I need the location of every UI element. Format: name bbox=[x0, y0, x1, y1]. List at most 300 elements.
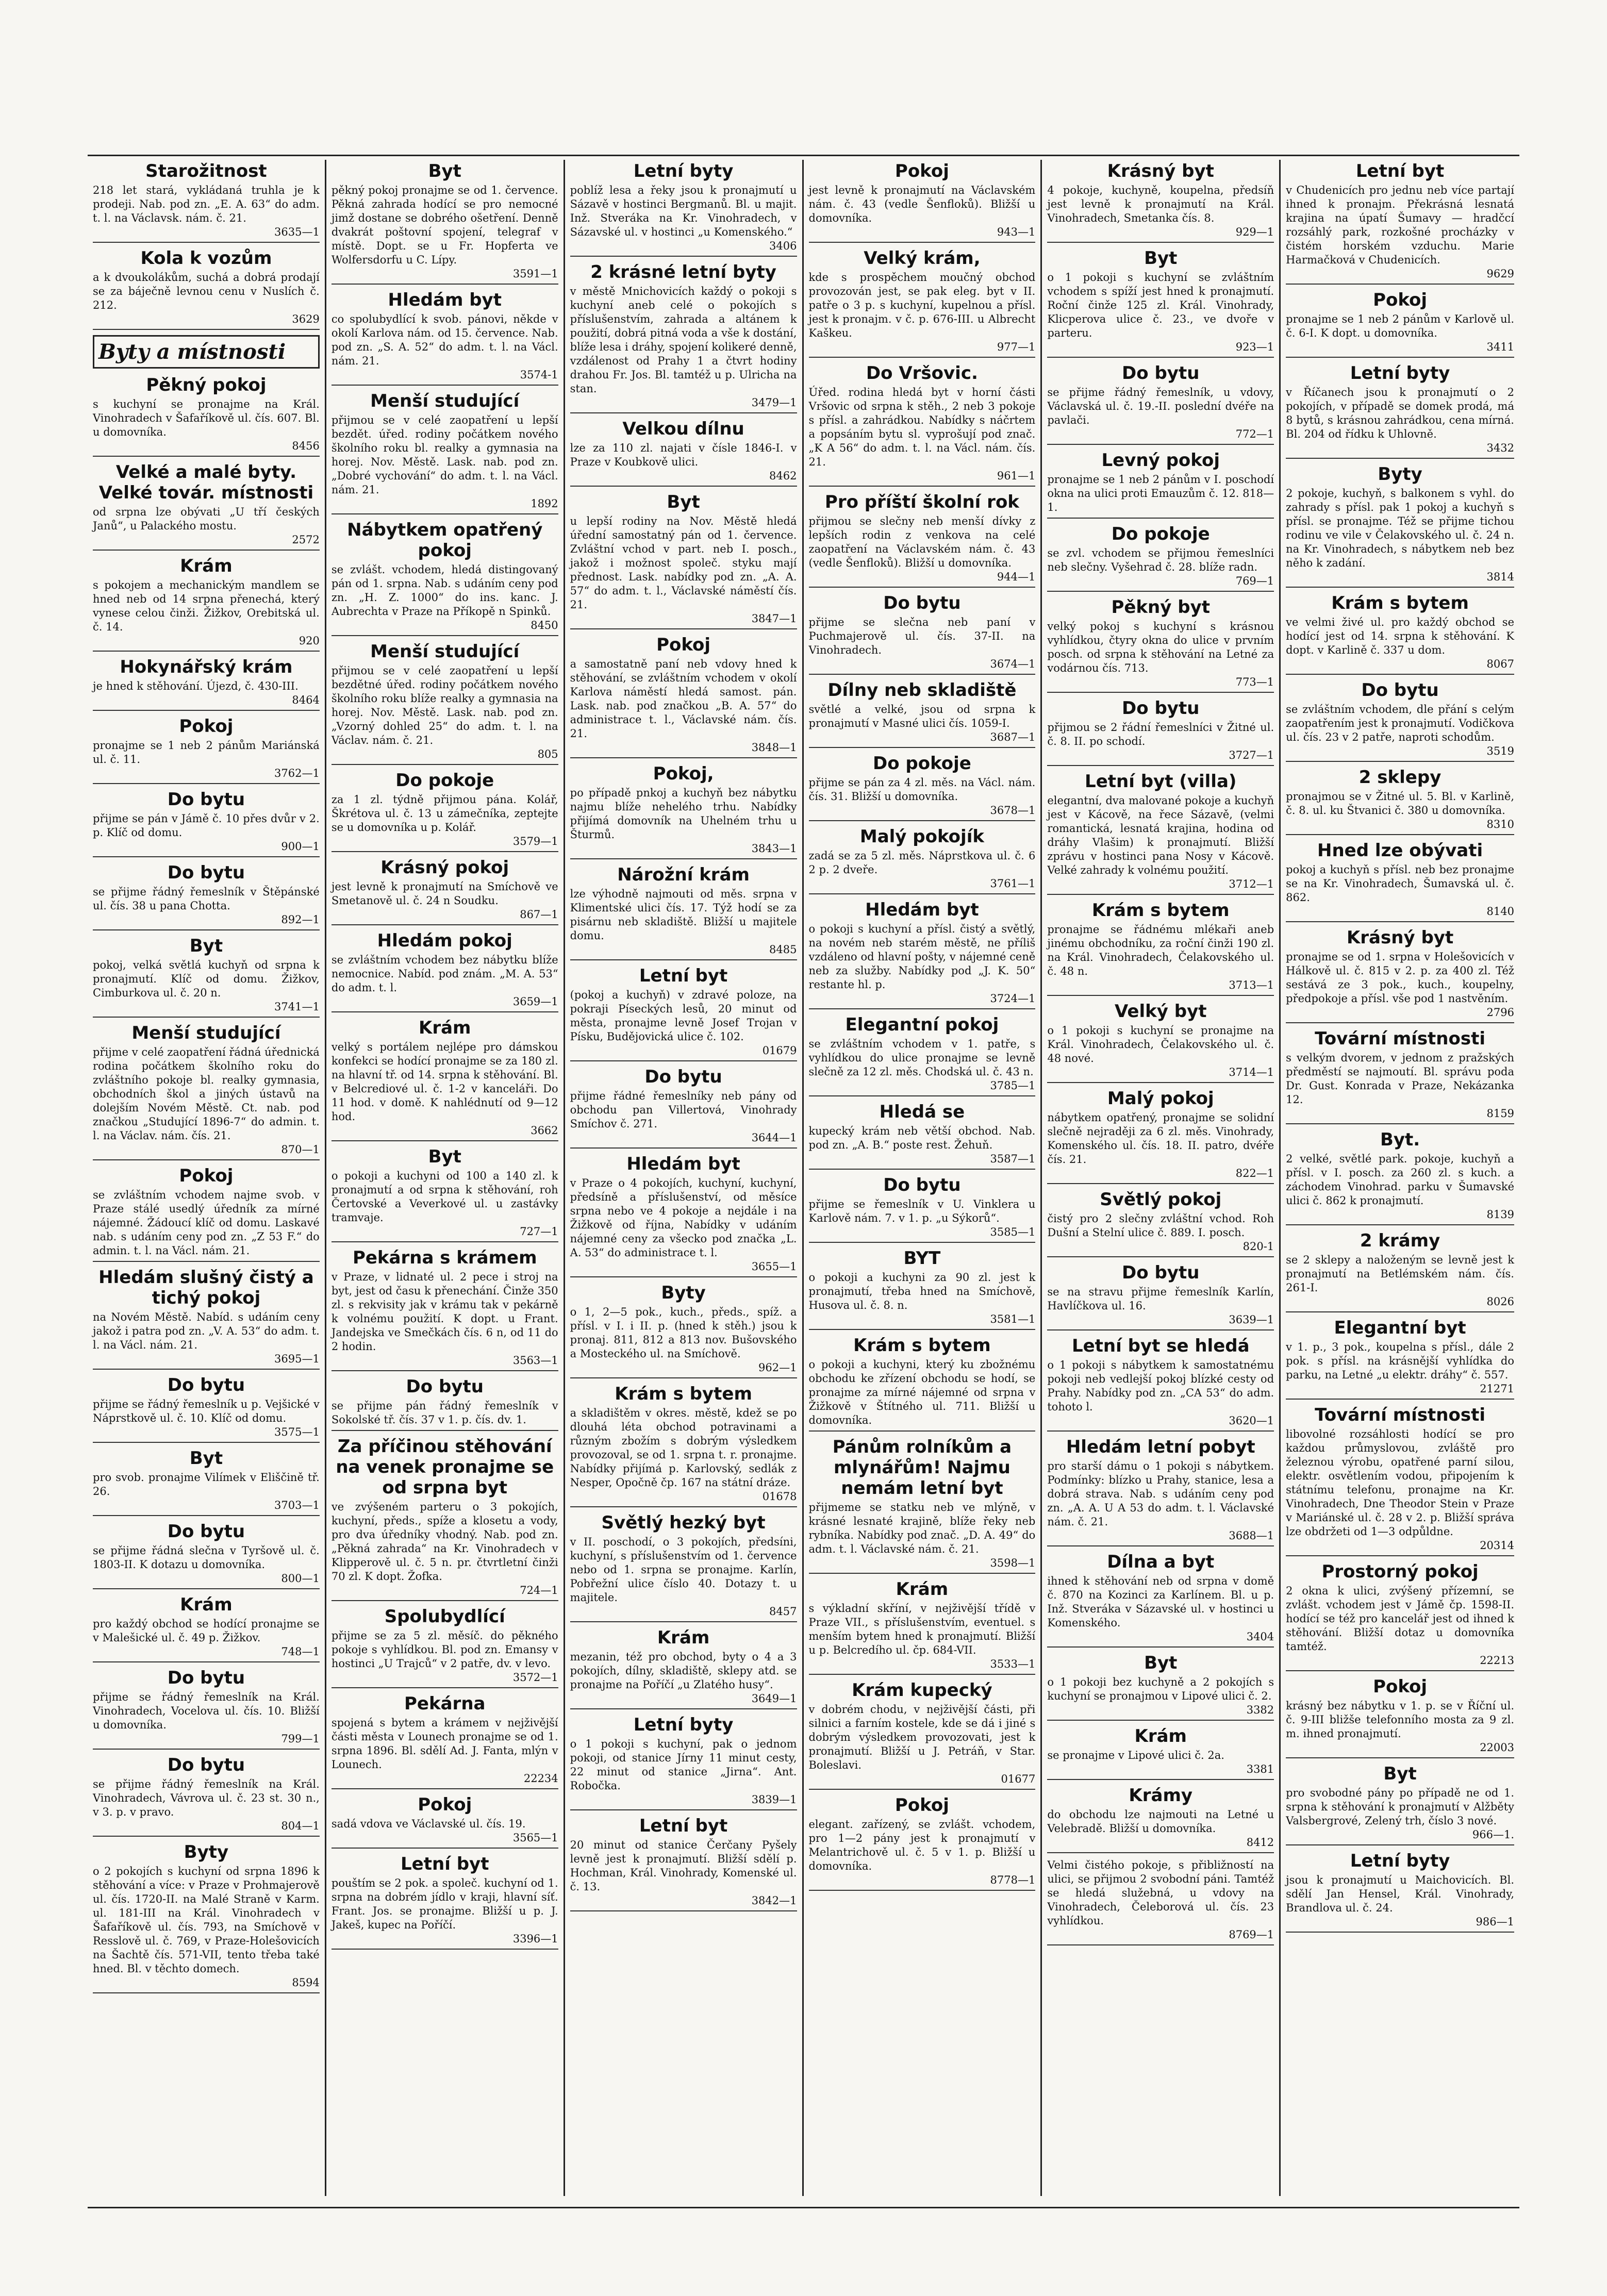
ad-heading: Velký krám, bbox=[864, 248, 981, 269]
ad-code: 961—1 bbox=[997, 470, 1036, 482]
classified-ad bbox=[570, 864, 797, 960]
ad-code: 772—1 bbox=[1235, 428, 1274, 440]
classified-ad bbox=[93, 862, 320, 930]
ad-text: u lepší rodiny na Nov. Městě hledá úřední samostatný pán od 1. července. Zvláštní vchod v part. neb I. posch., jakož i možnost společ. styku mají přednost. Lask. nabídky pod zn. „A. A. 57“ do adm. t. l., Václavské náměstí čís. 21. bbox=[570, 515, 797, 611]
ad-code: 8457 bbox=[769, 1605, 797, 1618]
ad-heading: Pánům rolníkům a mlynářům! Najmu nemám letní byt bbox=[832, 1437, 1012, 1499]
ad-heading: Do bytu bbox=[167, 789, 245, 810]
ad-text: kde s prospěchem moučný obchod provozován jest, se pak eleg. byt v II. patře o 3 p. s kuchyní, kupelnou a přísl. jest k pronajm. v č. p. 676-III. u Albrecht Kaškeu. bbox=[808, 271, 1036, 339]
ad-text: v Říčanech jsou k pronajmutí o 2 pokojích, v případě se domek prodá, má 8 bytů, s krásnou zahrádkou, cena mírná. Bl. 204 od řídku k Uhlovně. bbox=[1286, 386, 1514, 440]
ad-heading: Letní byt bbox=[639, 1816, 728, 1836]
ad-heading: Hledám byt bbox=[626, 1154, 740, 1174]
ad-heading: Letní byty bbox=[1350, 1851, 1450, 1871]
ad-text: o 1, 2—5 pok., kuch., předs., spíž. a přísl. v I. i II. p. (hned k stěh.) jsou k pronaj. 811, 812 a 813 nov. Bušovského a Mosteckého ul. na Smíchově. bbox=[570, 1306, 797, 1360]
ad-heading: Velké a malé byty. Velké továr. místnosti bbox=[98, 462, 314, 503]
ad-text: 20 minut od stanice Čerčany Pyšely levně jest k pronajmutí. Bližší sdělí p. Hochman, Král. Vinohrady, Komenské ul. č. 13. bbox=[570, 1839, 797, 1893]
ad-code: 3678—1 bbox=[990, 804, 1036, 817]
ad-code: 3727—1 bbox=[1229, 749, 1274, 761]
ad-code: 3581—1 bbox=[990, 1313, 1036, 1325]
ad-text: sadá vdova ve Václavské ul. čís. 19. bbox=[331, 1818, 526, 1830]
classified-ad bbox=[93, 375, 320, 457]
ad-heading: Hledám letní pobyt bbox=[1066, 1437, 1255, 1457]
ad-code: 3620—1 bbox=[1229, 1415, 1274, 1427]
classified-ad bbox=[332, 1794, 558, 1849]
classified-ad bbox=[93, 716, 320, 784]
classified-ad bbox=[1286, 464, 1514, 588]
ad-heading: Spolubydlící bbox=[384, 1606, 505, 1627]
ad-code: 3572—1 bbox=[512, 1671, 558, 1684]
ad-code: 8159 bbox=[1486, 1107, 1514, 1120]
ad-text: mezanin, též pro obchod, byty o 4 a 3 pokojích, dílny, skladiště, sklepy atd. se pronajme na Poříčí „u Zlatého husy“. bbox=[570, 1651, 797, 1691]
ad-code: 3585—1 bbox=[990, 1226, 1036, 1238]
ad-text: se zvláštním vchodem bez nábytku blíže nemocnice. Nabíd. pod znám. „M. A. 53“ do adm. t. l. bbox=[331, 954, 558, 994]
ad-text: pronajme se 1 neb 2 pánům Mariánská ul. č. 11. bbox=[93, 739, 320, 766]
ad-heading: Letní byt se hledá bbox=[1071, 1336, 1250, 1356]
ad-code: 8412 bbox=[1246, 1836, 1274, 1849]
ad-heading: Pokoj bbox=[894, 161, 949, 181]
classified-ad bbox=[1047, 698, 1274, 766]
ad-heading: Prostorný pokoj bbox=[1321, 1561, 1479, 1582]
ad-heading: Nábytkem opatřený pokoj bbox=[347, 520, 543, 561]
ad-code: 773—1 bbox=[1235, 676, 1274, 688]
classified-ad bbox=[332, 1376, 558, 1431]
ad-text: o pokoji s kuchyní a přísl. čistý a světlý, na novém neb starém městě, ne příliš vzdáleno od hlavní pošty, v nájemné ceně neb za služby. Nabídky pod „J. K. 50“ restante hl. p. bbox=[808, 923, 1036, 991]
classified-ad bbox=[93, 1521, 320, 1589]
ad-code: 3598—1 bbox=[990, 1557, 1036, 1569]
ad-text: kupecký krám neb větší obchod. Nab. pod zn. „A. B.“ poste rest. Žehuň. bbox=[808, 1125, 1036, 1151]
classified-ad bbox=[1286, 1405, 1514, 1556]
ad-heading: Elegantní byt bbox=[1334, 1318, 1466, 1338]
ad-heading: Letní byt (villa) bbox=[1085, 771, 1237, 792]
column-3 bbox=[565, 160, 804, 2196]
classified-ad bbox=[1286, 1561, 1514, 1671]
column-2 bbox=[326, 160, 565, 2196]
ad-heading: Byt bbox=[428, 161, 461, 181]
classified-ad bbox=[570, 1715, 797, 1810]
classified-ad bbox=[570, 763, 797, 859]
ad-code: 22213 bbox=[1480, 1654, 1514, 1667]
classified-ad bbox=[1047, 1785, 1274, 1853]
ad-heading: Dílna a byt bbox=[1107, 1552, 1215, 1572]
classified-ad bbox=[1047, 1437, 1274, 1546]
classified-ad bbox=[1047, 1653, 1274, 1721]
ad-text: ihned k stěhování neb od srpna v domě č. 870 na Kozinci za Karlínem. Bl. u p. Inž. Stveráka v Sázavské ul. v hostinci u Komenského. bbox=[1047, 1575, 1274, 1629]
ad-text: velký s portálem nejlépe pro dámskou konfekci se hodící pronajme se za 180 zl. na hlavní tř. od 14. srpna k stěhování. Bl. v Belcrediové ul. č. 1-2 v kanceláři. Do 11 hod. v domě. K nahlédnutí od 9—12 hod. bbox=[331, 1041, 558, 1123]
ad-heading: Krásný byt bbox=[1346, 927, 1454, 948]
ad-text: do obchodu lze najmouti na Letné u Velebradě. Bližší u domovníka. bbox=[1047, 1808, 1274, 1835]
ad-text: 2 okna k ulici, zvýšený přízemní, se zvlášt. vchodem jest v Jámě čp. 1598-II. hodící se též pro kancelář jest od ihned k stěhování. Bližší dotaz u domovníka tamtéž. bbox=[1286, 1585, 1514, 1653]
ad-text: Úřed. rodina hledá byt v horní části Vršovic od srpna k stěh., 2 neb 3 pokoje s přísl. a zahrádkou. Nabídky s náčrtem a popsáním bytu sl. vyprošují pod znač. „K A 56“ do adm. t. l. na Václ. nám. čís. 21. bbox=[808, 386, 1036, 468]
ad-heading: Krám kupecký bbox=[852, 1680, 992, 1701]
ad-code: 3519 bbox=[1486, 745, 1514, 757]
ad-text: se přijme řádný řemeslník v Štěpánské ul. čís. 38 u pana Chotta. bbox=[93, 886, 320, 912]
ad-heading: Letní byty bbox=[1350, 363, 1450, 384]
ad-text: pro svobodné pány po případě ne od 1. srpna k stěhování k pronajmutí v Alžběty Valsbergrové, Zelený trh, číslo 3 nové. bbox=[1286, 1787, 1514, 1827]
ad-text: s pokojem a mechanickým mandlem se hned neb od 14 srpna přenechá, který vynese celou činži. Žižkov, Orebitská ul. č. 14. bbox=[93, 579, 320, 633]
ad-heading: Menší studující bbox=[370, 641, 520, 662]
ad-heading: Pokoj bbox=[1373, 1676, 1428, 1697]
ad-code: 8450 bbox=[531, 619, 558, 631]
classified-ad bbox=[1047, 363, 1274, 445]
ad-heading: Pěkný pokoj bbox=[146, 375, 267, 395]
ad-code: 3662 bbox=[531, 1124, 558, 1137]
ad-text: ve velmi živé ul. pro každý obchod se hodící jest od 14. srpna k stěhování. K dopt. v Karlině č. 337 u dom. bbox=[1286, 616, 1514, 656]
ad-text: co spolubydlící k svob. pánovi, někde v okolí Karlova nám. od 15. července. Nab. pod zn. „S. A. 52“ do adm. t. l. na Václ. nám. 21. bbox=[331, 313, 558, 367]
ad-text: pro každý obchod se hodící pronajme se v Malešické ul. č. 49 p. Žižkov. bbox=[93, 1618, 320, 1644]
classified-ad bbox=[809, 161, 1036, 243]
ad-heading: Do pokoje bbox=[872, 753, 971, 774]
classified-ad bbox=[1286, 1129, 1514, 1225]
classified-ad bbox=[809, 753, 1036, 821]
classified-ad bbox=[332, 930, 558, 1012]
ad-text: 2 velké, světlé park. pokoje, kuchyň a přísl. v I. posch. za 260 zl. s kuch. a záchodem Vinohrad. parku v Šumavské ulici č. 862 k pronajmutí. bbox=[1286, 1153, 1514, 1207]
classified-ad bbox=[332, 770, 558, 852]
classified-ad bbox=[809, 1175, 1036, 1243]
ad-text: světlé a velké, jsou od srpna k pronajmutí v Masné ulici čís. 1059-I. bbox=[808, 703, 1036, 729]
ad-text: 2 pokoje, kuchyň, s balkonem s vyhl. do zahrady s přísl. pak 1 pokoj a kuchyň s přísl. se pronajme. Též se přijme tichou rodinu ve vile v Čelakovského ul. č. 24 n. na Kr. Vinohradech, s nábytkem neb bez něho k zadání. bbox=[1286, 487, 1514, 569]
ad-text: přijme řádné řemeslníky neb pány od obchodu pan Villertová, Vinohrady Smíchov č. 271. bbox=[570, 1090, 797, 1130]
ad-text: elegantní, dva malované pokoje a kuchyň jest v Kácově, na řece Sázavě, (velmi romantická, lesnatá krajina, hodina od dráhy Vlašim) k pronajmutí. Bližší zprávu v hostinci pana Nosy v Kácově. Velké zahrady k volnému použití. bbox=[1047, 794, 1274, 876]
ad-heading: Světlý pokoj bbox=[1100, 1189, 1222, 1210]
ad-code: 3674—1 bbox=[990, 658, 1036, 670]
ad-heading: Malý pokoj bbox=[1107, 1088, 1214, 1109]
classified-ad bbox=[570, 1512, 797, 1622]
ad-code: 799—1 bbox=[281, 1733, 320, 1745]
classified-ad bbox=[1286, 593, 1514, 675]
ad-text: jest levně k pronajmutí na Smíchově ve Smetanově ul. č. 24 n Soudku. bbox=[331, 880, 558, 907]
classified-ad bbox=[332, 520, 558, 636]
classified-ad bbox=[570, 161, 797, 257]
classified-ad bbox=[332, 1247, 558, 1371]
ad-text: pronajme se 1 neb 2 pánům v Karlově ul. č. 6-I. K dopt. u domovníka. bbox=[1286, 313, 1514, 339]
classified-ad bbox=[93, 1594, 320, 1662]
classified-ad bbox=[570, 1154, 797, 1277]
ad-heading: BYT bbox=[903, 1248, 941, 1269]
ad-text: v Chudenicích pro jednu neb více partají ihned k pronajm. Překrásná lesnatá krajina na úpatí Šumavy — hradčcí rozsáhlý park, rozkošné procházky v čistém horském vzduchu. Marie Harmačková v Chudenicích. bbox=[1286, 184, 1514, 266]
ad-heading: Hledám byt bbox=[865, 900, 979, 920]
ad-code: 804—1 bbox=[281, 1820, 320, 1832]
classified-ad bbox=[93, 1375, 320, 1443]
ad-code: 1892 bbox=[531, 497, 558, 510]
ad-heading: Hledá se bbox=[879, 1102, 965, 1122]
ad-code: 2572 bbox=[292, 534, 320, 546]
ad-heading: Malý pokojík bbox=[859, 826, 984, 847]
ad-text: pokoj, velká světlá kuchyň od srpna k pronajmutí. Klíč od domu. Žižkov, Cimburkova ul. č. 20 n. bbox=[93, 959, 320, 999]
ad-heading: Do bytu bbox=[883, 1175, 961, 1195]
ad-heading: Byt bbox=[428, 1146, 461, 1167]
classified-ad bbox=[332, 1606, 558, 1688]
classified-ad bbox=[809, 1248, 1036, 1330]
ad-code: 3574-1 bbox=[520, 369, 558, 381]
ad-heading: Krám bbox=[1134, 1726, 1187, 1746]
classified-ad bbox=[332, 857, 558, 925]
ad-heading: Do bytu bbox=[1122, 363, 1200, 384]
ad-heading: Do bytu bbox=[406, 1376, 484, 1397]
classified-ad bbox=[809, 1437, 1036, 1574]
classified-ad bbox=[93, 657, 320, 711]
ad-text: jsou k pronajmutí u Maichovicích. Bl. sdělí Jan Hensel, Král. Vinohrady, Brandlova ul. č. 24. bbox=[1286, 1874, 1514, 1914]
column-1 bbox=[88, 160, 326, 2196]
ad-heading: Dílny neb skladiště bbox=[827, 680, 1017, 701]
ad-text: o 1 pokoji s kuchyní se pronajme na Král. Vinohradech, Čelakovského ul. č. 48 nové. bbox=[1047, 1024, 1274, 1064]
ad-code: 3396—1 bbox=[512, 1933, 558, 1945]
ad-text: se přijme řádný řemeslník, u vdovy, Václavská ul. č. 19.-II. poslední dvéře na pavlači. bbox=[1047, 386, 1274, 426]
classified-ad bbox=[809, 492, 1036, 588]
ad-code: 769—1 bbox=[1235, 575, 1274, 587]
ad-code: 3688—1 bbox=[1229, 1529, 1274, 1542]
classified-ad bbox=[1286, 840, 1514, 922]
ad-code: 3703—1 bbox=[274, 1499, 320, 1511]
ad-text: (pokoj a kuchyň) v zdravé poloze, na pokraji Píseckých lesů, 20 minut od města, pronajme levně Josef Trojan v Písku, Budějovická ulice č. 102. bbox=[570, 989, 797, 1043]
ad-text: přijmou se v celé zaopatření u lepší bezdět. úřed. rodiny počátkem nového školního roku bl. realky a gymnasia na horej. Nov. Městě. Lask. nab. pod zn. „Dobré vychování“ do adm. t. l. na Václ. nám. 21. bbox=[331, 414, 558, 496]
ad-code: 867—1 bbox=[520, 908, 558, 921]
ad-heading: Byt bbox=[1144, 1653, 1178, 1673]
ad-text: o pokoji a kuchyni, který ku zbožnému obchodu ke zřízení obchodu se hodí, se pronajme za mírné nájemné od srpna v Žižkově v Štítného ul. 711. Bližší u domovníka. bbox=[808, 1358, 1036, 1426]
ad-code: 3382 bbox=[1246, 1704, 1274, 1716]
ad-text: pro starší dámu o 1 pokoji s nábytkem. Podmínky: blízko u Prahy, stanice, lesa a dobrá strava. Nab. s udáním ceny pod zn. „A. A. U A 53 do adm. t. l. Václavské nám. č. 21. bbox=[1047, 1460, 1274, 1528]
ad-heading: Do bytu bbox=[167, 1375, 245, 1395]
classified-ad bbox=[570, 492, 797, 629]
classified-ad bbox=[93, 1023, 320, 1160]
classified-ad bbox=[809, 1102, 1036, 1170]
classified-ad bbox=[570, 419, 797, 487]
ad-code: 01677 bbox=[1001, 1773, 1036, 1785]
ad-code: 820-1 bbox=[1242, 1240, 1274, 1253]
ad-code: 01678 bbox=[762, 1490, 797, 1503]
ad-text: Velmi čistého pokoje, s přibližností na ulici, se přijmou 2 svobodní páni. Tamtéž se hledá služebná, u vdovy na Vinohradech, Čeleborová ul. čís. 23 vyhlídkou. bbox=[1047, 1859, 1274, 1927]
classified-ad bbox=[93, 1755, 320, 1837]
ad-code: 3655—1 bbox=[751, 1260, 797, 1273]
classified-ad bbox=[809, 593, 1036, 675]
ad-code: 870—1 bbox=[281, 1143, 320, 1156]
ad-heading: Byty bbox=[1378, 464, 1422, 485]
ad-heading: Pěkný byt bbox=[1111, 597, 1211, 618]
ad-heading: Byt bbox=[189, 1448, 223, 1469]
ad-text: v Praze, v lidnaté ul. 2 pece i stroj na byt, jest od času k přenechání. Činže 350 zl. s rekvisity jak v krámu tak v pekárně k volnému použití. K dopt. u Frant. Jandejska ve Smečkách čís. 6 n, od 11 do 2 hodin. bbox=[331, 1271, 558, 1353]
ad-text: o 1 pokoji s nábytkem k samostatnému pokoji neb vedlejší pokoj blízké cesty od Prahy. Nabídky pod zn. „CA 53“ do adm. tohoto l. bbox=[1047, 1359, 1274, 1413]
ad-code: 966—1. bbox=[1472, 1828, 1514, 1841]
ad-heading: Letní byt bbox=[401, 1854, 489, 1874]
ad-code: 8139 bbox=[1486, 1208, 1514, 1221]
ad-text: přijme se pán za 4 zl. měs. na Václ. nám. čís. 31. Bližší u domovníka. bbox=[808, 776, 1036, 803]
ad-text: se zvláštním vchodem v 1. patře, s vyhlídkou do ulice pronajme se levně slečně za 12 zl. měs. Chodská ul. č. 43 n. bbox=[808, 1038, 1036, 1078]
ad-text: pokoj a kuchyň s přísl. neb bez pronajme se na Kr. Vinohradech, Šumavská ul. č. 862. bbox=[1286, 863, 1514, 904]
ad-heading: Do bytu bbox=[167, 1668, 245, 1688]
ad-text: se zvlášt. vchodem, hledá distingovaný pán od 1. srpna. Nab. s udáním ceny pod zn. „H. Z. 1000“ do ins. kanc. J. Aubrechta v Praze na Příkopě n Spinků. bbox=[331, 563, 558, 618]
ad-heading: 2 sklepy bbox=[1359, 767, 1442, 788]
classified-ad bbox=[93, 161, 320, 243]
ad-heading: Do bytu bbox=[167, 862, 245, 883]
classified-ad bbox=[809, 1680, 1036, 1790]
ad-text: o pokoji a kuchyni za 90 zl. jest k pronajmutí, třeba hned na Smíchově, Husova ul. č. 8. n. bbox=[808, 1271, 1036, 1311]
ad-code: 3404 bbox=[1246, 1631, 1274, 1643]
ad-code: 944—1 bbox=[997, 571, 1036, 583]
classified-ad bbox=[809, 1335, 1036, 1432]
ad-text: přijme v celé zaopatření řádná úřednická rodina počátkem školního roku do zvláštního pokoje bl. realky gymnasia, obchodních škol a jiných ústavů na dolejším Novém Městě. Ct. nab. pod značkou „Studující 1896-7“ do admin. t. l. na Václav. nám. čís. 21. bbox=[93, 1046, 320, 1142]
classified-ad bbox=[1047, 1552, 1274, 1648]
ad-heading: Krám bbox=[180, 1594, 233, 1615]
ad-heading: Letní byty bbox=[633, 1715, 734, 1735]
ad-text: ve zvýšeném parteru o 3 pokojích, kuchyní, předs., spíže a klosetu a vody, pro dva úředníky vhodný. Nab. pod zn. „Pěkná zahrada“ na Kr. Vinohradech v Klipperově ul. č. 5 n. pr. čtvrtletní činži 70 zl. K dopt. Žofka. bbox=[331, 1501, 558, 1583]
classified-ad bbox=[570, 1384, 797, 1507]
ad-heading: Do pokoje bbox=[1111, 524, 1210, 544]
ad-code: 3565—1 bbox=[512, 1832, 558, 1844]
classified-ad bbox=[1286, 290, 1514, 358]
ad-heading: Letní byt bbox=[639, 966, 728, 986]
ad-code: 8067 bbox=[1486, 658, 1514, 670]
ad-code: 727—1 bbox=[520, 1225, 558, 1238]
ad-text: za 1 zl. týdně přijmou pána. Kolář, Škrétova ul. č. 13 u zámečníka, zeptejte se u domovníka u p. Kolář. bbox=[331, 793, 558, 834]
ad-heading: Do bytu bbox=[167, 1521, 245, 1542]
ad-code: 22234 bbox=[523, 1772, 558, 1785]
classified-ad bbox=[93, 789, 320, 857]
ad-code: 3575—1 bbox=[274, 1426, 320, 1438]
classified-ad bbox=[332, 641, 558, 765]
ad-text: přijmou se v celé zaopatření u lepší bezdětné úřed. rodiny počátkem nového školního roku blíže realky a gymnasia na horej. Nov. Městě. Lask. nab. pod zn. „Vzorný dohled 25“ do adm. t. l. na Václav. nám. č. 21. bbox=[331, 664, 558, 746]
ad-heading: Krám bbox=[657, 1627, 710, 1648]
ad-text: velký pokoj s kuchyní s krásnou vyhlídkou, čtyry okna do ulice v prvním posch. od srpna k stěhování na Letné za vodárnou čís. 713. bbox=[1047, 620, 1274, 674]
ad-text: přijme se slečna neb paní v Puchmajerově ul. čís. 37-II. na Vinohradech. bbox=[808, 616, 1036, 656]
ad-code: 943—1 bbox=[997, 226, 1036, 238]
ad-code: 8026 bbox=[1486, 1295, 1514, 1308]
ad-code: 3563—1 bbox=[512, 1354, 558, 1367]
classified-ad bbox=[332, 1146, 558, 1242]
ad-code: 8462 bbox=[769, 470, 797, 482]
ad-code: 923—1 bbox=[1235, 341, 1274, 353]
ad-heading: Letní byt bbox=[1355, 161, 1445, 181]
classified-ad bbox=[809, 826, 1036, 894]
ad-code: 22003 bbox=[1480, 1741, 1514, 1754]
ad-text: se přijme pán řádný řemeslník v Sokolské tř. čís. 37 v 1. p. čís. dv. 1. bbox=[331, 1400, 558, 1426]
classified-ad bbox=[93, 248, 320, 330]
ad-text: se přijme řádná slečna v Tyršově ul. č. 1803-II. K dotazu u domovníka. bbox=[93, 1544, 320, 1571]
classified-ad bbox=[332, 161, 558, 285]
bottom-rule bbox=[88, 2207, 1519, 2208]
ad-text: přijme se za 5 zl. měsíč. do pěkného pokoje s vyhlídkou. Bl. pod zn. Emansy v hostinci „U Trajců“ v 2 patře, dv. v levo. bbox=[331, 1629, 558, 1670]
column-4 bbox=[804, 160, 1042, 2196]
ad-code: 3587—1 bbox=[990, 1153, 1036, 1165]
ad-heading: Krám s bytem bbox=[1091, 900, 1230, 921]
classified-ad bbox=[1047, 248, 1274, 358]
classified-ad bbox=[93, 1448, 320, 1516]
ad-text: o 1 pokoji s kuchyní, pak o jednom pokoji, od stanice Jírny 11 minut cesty, 22 minut od stanice „Jirna“. Ant. Robočka. bbox=[570, 1738, 797, 1792]
ad-code: 3761—1 bbox=[990, 877, 1036, 890]
ad-code: 21271 bbox=[1480, 1383, 1514, 1395]
classified-ad bbox=[1047, 450, 1274, 519]
ad-heading: Levný pokoj bbox=[1101, 450, 1220, 471]
ad-code: 3687—1 bbox=[990, 731, 1036, 743]
classified-ad bbox=[1047, 1336, 1274, 1432]
ad-heading: Do bytu bbox=[167, 1755, 245, 1775]
classified-ad bbox=[1286, 1676, 1514, 1758]
ad-text: pronajme se řádnému mlékaři aneb jinému obchodníku, za roční činži 190 zl. na Král. Vinohradech, Čelakovského ul. č. 48 n. bbox=[1047, 923, 1274, 977]
ad-code: 3533—1 bbox=[990, 1658, 1036, 1670]
ad-code: 3714—1 bbox=[1229, 1066, 1274, 1078]
classified-ad bbox=[809, 248, 1036, 358]
ad-code: 3842—1 bbox=[751, 1894, 797, 1907]
ad-heading: Tovární místnosti bbox=[1315, 1405, 1486, 1425]
ad-heading: Do bytu bbox=[1122, 698, 1200, 719]
ad-code: 822—1 bbox=[1235, 1167, 1274, 1179]
classified-ad bbox=[570, 1627, 797, 1709]
ad-text: zadá se za 5 zl. měs. Náprstkova ul. č. 6 2 p. 2 dveře. bbox=[808, 850, 1036, 876]
ad-heading: Do Vršovic. bbox=[866, 363, 978, 384]
ad-heading: Krám bbox=[896, 1579, 949, 1600]
ad-text: a k dvoukolákům, suchá a dobrá prodají se za báječně levnou cenu v Nuslích č. 212. bbox=[93, 271, 320, 311]
ad-heading: Pokoj bbox=[179, 1166, 234, 1186]
ad-text: přijme se pán v Jámě č. 10 přes dvůr v 2. p. Klíč od domu. bbox=[93, 812, 320, 839]
ad-text: se přijme řádný řemeslník na Král. Vinohradech, Vávrova ul. č. 23 st. 30 n., v 3. p. v pravo. bbox=[93, 1778, 320, 1818]
ad-text: se zvláštním vchodem najme svob. v Praze stálé usedlý úředník za mírné nájemné. Žádoucí klíč od domu. Laskavé nab. s udáním ceny pod zn. „Z 53 F.“ do admin. t. l. na Václ. nám. 21. bbox=[93, 1189, 320, 1257]
ad-code: 3741—1 bbox=[274, 1001, 320, 1013]
classified-ad bbox=[1286, 1851, 1514, 1933]
ad-code: 3479—1 bbox=[751, 396, 797, 409]
ad-text: libovolné rozsáhlosti hodící se pro každou průmyslovou, zvláště pro železnou výrobu, opatřené parní silou, elektr. osvětlením vodou, připojením k státnímu telefonu, pronajme na Kr. Vinohradech, Dne Theodor Stein v Praze v Mariánské ul. č. 28 v 2. p. Bližší správa lze obdržeti od 1—3 odpůldne. bbox=[1286, 1428, 1514, 1538]
classified-ad bbox=[1047, 161, 1274, 243]
ad-heading: Velký byt bbox=[1114, 1001, 1207, 1022]
classified-ad bbox=[93, 1668, 320, 1750]
ad-heading: Byt bbox=[1383, 1763, 1417, 1784]
classified-ad bbox=[93, 1166, 320, 1262]
ad-text: krásný bez nábytku v 1. p. se v Říční ul. č. 9-III bližše telefonního mosta za 9 zl. m. ihned pronajmutí. bbox=[1286, 1700, 1514, 1740]
ad-text: po případě pnkoj a kuchyň bez nábytku najmu blíže nehelého trhu. Nabídky přijímá domovník na Uhelném trhu u Šturmů. bbox=[570, 787, 797, 841]
classified-ad bbox=[93, 462, 320, 551]
ad-code: 8485 bbox=[769, 943, 797, 956]
classified-ad bbox=[1047, 597, 1274, 693]
ad-text: 4 pokoje, kuchyně, koupelna, předsíň jest levně k pronajmutí na Král. Vinohradech, Smetanka čís. 8. bbox=[1047, 184, 1274, 224]
ad-text: v městě Mnichovicích každý o pokoji s kuchyní aneb celé o pokojích s příslušenstvím, zahrada a altánem k použití, dobrá pitná voda a vše k dostání, blíže lesa i dráhy, spojení kolikeré denně, vzdálenost od Prahy 1 a čtvrt hodiny drahou Fr. Jos. Bl. tamtéž u p. Ulricha na stan. bbox=[570, 285, 797, 395]
classified-ad bbox=[332, 1693, 558, 1789]
classified-ad bbox=[332, 1436, 558, 1601]
ad-heading: Nárožní krám bbox=[617, 864, 750, 885]
ad-heading: Hned lze obývati bbox=[1317, 840, 1483, 861]
ad-code: 3712—1 bbox=[1229, 878, 1274, 890]
classified-ad bbox=[809, 1579, 1036, 1675]
ad-text: na Novém Městě. Nabíd. s udáním ceny jakož i patra pod zn. „V. A. 53“ do adm. t. l. na Václ. nám. 21. bbox=[93, 1311, 320, 1351]
ad-heading: Hledám slušný čistý a tichý pokoj bbox=[98, 1267, 314, 1308]
ad-heading: Krám s bytem bbox=[853, 1335, 991, 1356]
ad-text: se 2 sklepy a naloženým se levně jest k pronajmutí na Betlémském nám. čís. 261-I. bbox=[1286, 1254, 1514, 1294]
ad-text: 218 let stará, vykládaná truhla je k prodeji. Nab. pod zn. „E. A. 63“ do adm. t. l. na Václavsk. nám. č. 21. bbox=[93, 184, 320, 224]
classified-ad bbox=[332, 391, 558, 514]
classified-ad bbox=[570, 1067, 797, 1149]
ad-text: o 2 pokojích s kuchyní od srpna 1896 k stěhování a více: v Praze v Prohmajerově ul. čís. 1720-II. na Malé Straně v Karm. ul. 181-III na Král. Vinohradech v Šafaříkově ul. čís. 793, na Smíchově v Resslově ul. č. 769, v Praze-Holešovicích na Šachtě čís. 571-VII, tento třeba také hned. Bl. v těchto domech. bbox=[93, 1865, 320, 1975]
ad-text: se zvl. vchodem se přijmou řemeslníci neb slečny. Vyšehrad č. 28. blíže radn. bbox=[1047, 547, 1274, 573]
ad-text: přijmeme se statku neb ve mlýně, v krásné lesnaté krajině, blíže řeky neb rybníka. Nabídky pod znač. „D. A. 49“ do adm. t. l. Václavské nám. č. 21. bbox=[808, 1501, 1036, 1555]
ad-code: 3381 bbox=[1246, 1763, 1274, 1775]
ad-code: 9629 bbox=[1486, 268, 1514, 280]
classified-ad bbox=[1286, 1230, 1514, 1312]
ad-heading: Do bytu bbox=[644, 1067, 722, 1087]
ad-text: jest levně k pronajmutí na Václavském nám. č. 43 (vedle Šenfloků). Bližší u domovníka. bbox=[808, 184, 1036, 224]
ad-text: se na stravu přijme řemeslník Karlín, Havlíčkova ul. 16. bbox=[1047, 1286, 1274, 1312]
classified-ad bbox=[1286, 161, 1514, 285]
top-rule bbox=[88, 155, 1519, 156]
ad-heading: Světlý hezký byt bbox=[601, 1512, 766, 1533]
ad-text: v Praze o 4 pokojích, kuchyní, kuchyní, předsíně a příslušenství, od měsíce srpna nebo ve 4 pokoje a nejdále i na Žižkově od října, Nabídky v udáním nájemné ceny za všecko pod značka „L. A. 53“ do administrace t. l. bbox=[570, 1177, 797, 1259]
ad-heading: Menší studující bbox=[370, 391, 520, 411]
ad-code: 3411 bbox=[1486, 341, 1514, 353]
ad-heading: Do bytu bbox=[1122, 1262, 1200, 1283]
ad-heading: Velkou dílnu bbox=[622, 419, 744, 439]
ad-text: s výkladní skříní, v nejživější třídě v Praze VII., s příslušenstvím, eventuel. s menším bytem hned k pronajmutí. Bližší u p. Belcredího ul. čp. 684-VII. bbox=[808, 1602, 1036, 1656]
ad-heading: Tovární místnosti bbox=[1315, 1028, 1486, 1049]
classified-ad bbox=[1047, 1726, 1274, 1780]
ad-text: elegant. zařízený, se zvlášt. vchodem, pro 1—2 pány jest k pronajmutí v Melantrichově ul. č. 5 v 1. p. Bližší u domovníka. bbox=[808, 1818, 1036, 1872]
ad-heading: Byty bbox=[661, 1283, 706, 1303]
ad-code: 8778—1 bbox=[990, 1874, 1036, 1886]
ad-heading: Do pokoje bbox=[395, 770, 494, 791]
